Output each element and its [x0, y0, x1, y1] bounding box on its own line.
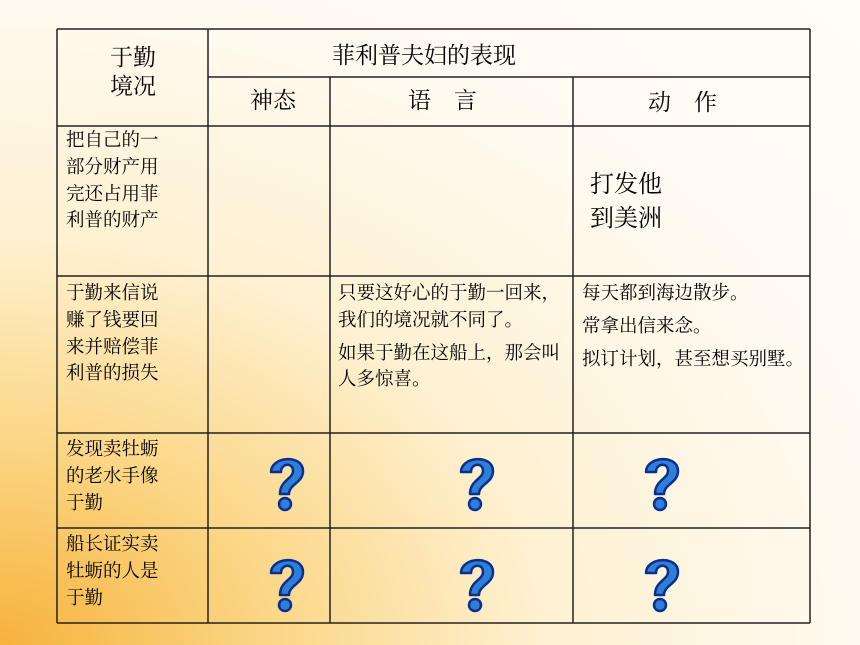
table-row-2-speech [338, 281, 566, 400]
question-mark-icon[interactable] [635, 553, 689, 615]
condition-line: 把自己的一 [66, 130, 159, 151]
corner-header-line-1: 于勤 [110, 45, 156, 71]
question-mark-icon[interactable] [260, 452, 314, 514]
action-line: 打发他 [590, 170, 662, 198]
table-row-2-condition [66, 281, 159, 388]
condition-line: 赚了钱要回 [66, 309, 159, 331]
action-paragraph: 拟订计划，甚至想买别墅。 [582, 348, 805, 370]
action-paragraph: 常拿出信来念。 [582, 315, 712, 337]
condition-line: 于勤 [66, 492, 104, 514]
condition-line: 部分财产用 [66, 156, 159, 178]
table-row-1-action [590, 168, 662, 235]
speech-paragraph: 如果于勤在这船上，那会叫人多惊喜。 [338, 342, 561, 391]
corner-header-line-2: 境况 [110, 73, 156, 100]
column-header-expression: 神态 [250, 88, 296, 114]
table-row-2-action [582, 281, 804, 379]
condition-line: 利普的损失 [66, 363, 159, 385]
corner-header [100, 44, 166, 102]
condition-line: 来并赔偿菲 [66, 336, 159, 358]
question-mark-icon[interactable] [450, 553, 504, 615]
speech-paragraph: 只要这好心的于勤一回来，我们的境况就不同了。 [338, 283, 561, 331]
action-paragraph: 每天都到海边散步。 [582, 283, 749, 304]
condition-line: 牡蛎的人是 [66, 560, 159, 582]
action-line: 到美洲 [590, 203, 662, 232]
column-header-speech: 语 言 [408, 88, 477, 114]
condition-line: 完还占用菲 [66, 183, 159, 205]
condition-line: 利普的财产 [66, 210, 159, 232]
condition-line: 的老水手像 [66, 465, 159, 487]
table-row-4-condition [66, 532, 159, 612]
question-mark-icon[interactable] [635, 452, 689, 514]
condition-line: 发现卖牡蛎 [66, 439, 159, 460]
group-header: 菲利普夫妇的表现 [332, 43, 516, 69]
question-mark-icon[interactable] [260, 553, 314, 615]
question-mark-icon[interactable] [450, 452, 504, 514]
condition-line: 于勤来信说 [66, 283, 159, 304]
table-row-1-condition [66, 128, 159, 235]
condition-line: 船长证实卖 [66, 534, 159, 555]
condition-line: 于勤 [66, 587, 104, 609]
column-header-action: 动 作 [648, 90, 717, 116]
table-row-3-condition [66, 437, 159, 517]
